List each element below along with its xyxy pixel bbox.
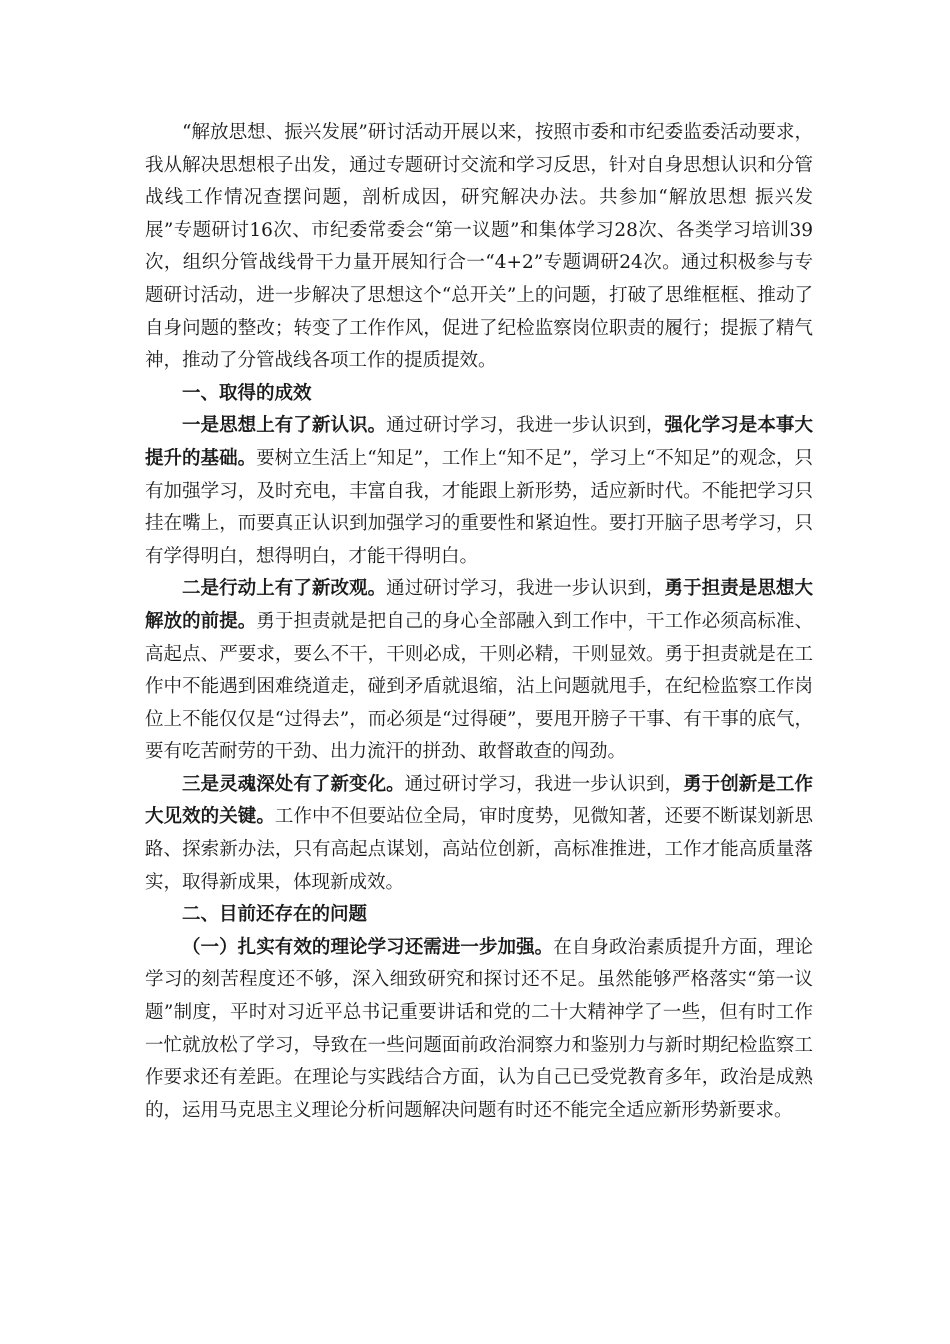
document-page <box>145 117 813 1127</box>
item-text: 通过研讨学习，我进一步认识到， <box>386 415 665 437</box>
section-heading-achievements: 一、取得的成效 <box>182 382 312 404</box>
achievement-item-2 <box>145 573 813 769</box>
item-emphasis: 勇于创新是工作大见效的关键。 <box>145 773 813 828</box>
item-text: 勇于担责就是把自己的身心全部融入到工作中，干工作必须高标准、高起点、严要求，要么不干，干则必成，干则必精，干则显效。勇于担责就是在工作中不能遇到困难绕道走，碰到矛盾就退缩，沾上问题就甩手，在纪检监察工作岗位上不能仅仅是“过得去”，而必须是“过得硬”，要甩开膀子干事、有干事的底气，要有吃苦耐劳的干劲、出力流汗的拼劲、敢督敢查的闯劲。 <box>145 610 813 763</box>
item-text: 在自身政治素质提升方面，理论学习的刻苦程度还不够，深入细致研究和探讨还不足。虽然能够严格落实“第一议题”制度，平时对习近平总书记重要讲话和党的二十大精神学了一些，但有时工作一忙就放松了学习，导致在一些问题面前政治洞察力和鉴别力与新时期纪检监察工作要求还有差距。在理论与实践结合方面，认为自己已受党教育多年，政治是成熟的，运用马克思主义理论分析问题解决问题有时还不能完全适应新形势新要求。 <box>145 936 813 1121</box>
item-lead: （一）扎实有效的理论学习还需进一步加强。 <box>182 936 554 958</box>
intro-paragraph: “解放思想、振兴发展”研讨活动开展以来，按照市委和市纪委监委活动要求，我从解决思想根子出发，通过专题研讨交流和学习反思，针对自身思想认识和分管战线工作情况查摆问题，剖析成因，研究解决办法。共参加“解放思想 振兴发展”专题研讨16次、市纪委常委会“第一议题”和集体学习28次、各类学习培训39次，组织分管战线骨干力量开展知行合一“4+2”专题调研24次。通过积极参与专题研讨活动，进一步解决了思想这个“总开关”上的问题，打破了思维框框、推动了自身问题的整改；转变了工作作风，促进了纪检监察岗位职责的履行；提振了精气神，推动了分管战线各项工作的提质提效。 <box>145 122 813 372</box>
achievement-item-3 <box>145 769 813 899</box>
item-emphasis: 强化学习是本事大提升的基础。 <box>145 415 813 469</box>
item-text: 通过研讨学习，我进一步认识到， <box>386 578 665 600</box>
item-text: 要树立生活上“知足”，工作上“知不足”，学习上“不知足”的观念，只有加强学习，及时充电，丰富自我，才能跟上新形势，适应新时代。不能把学习只挂在嘴上，而要真正认识到加强学习的重要性和紧迫性。要打开脑子思考学习，只有学得明白，想得明白，才能干得明白。 <box>145 447 813 567</box>
item-emphasis: 勇于担责是思想大解放的前提。 <box>145 578 813 632</box>
achievement-item-1 <box>145 410 813 573</box>
item-lead: 一是思想上有了新认识。 <box>182 415 387 437</box>
section-heading-problems: 二、目前还存在的问题 <box>182 904 368 926</box>
item-lead: 三是灵魂深处有了新变化。 <box>182 773 405 795</box>
problem-item-1 <box>145 932 813 1128</box>
item-lead: 二是行动上有了新改观。 <box>182 578 387 600</box>
item-text: 通过研讨学习，我进一步认识到， <box>404 773 684 795</box>
item-text: 工作中不但要站位全局，审时度势，见微知著，还要不断谋划新思路、探索新办法，只有高起点谋划，高站位创新，高标准推进，工作才能高质量落实，取得新成果，体现新成效。 <box>145 806 813 893</box>
